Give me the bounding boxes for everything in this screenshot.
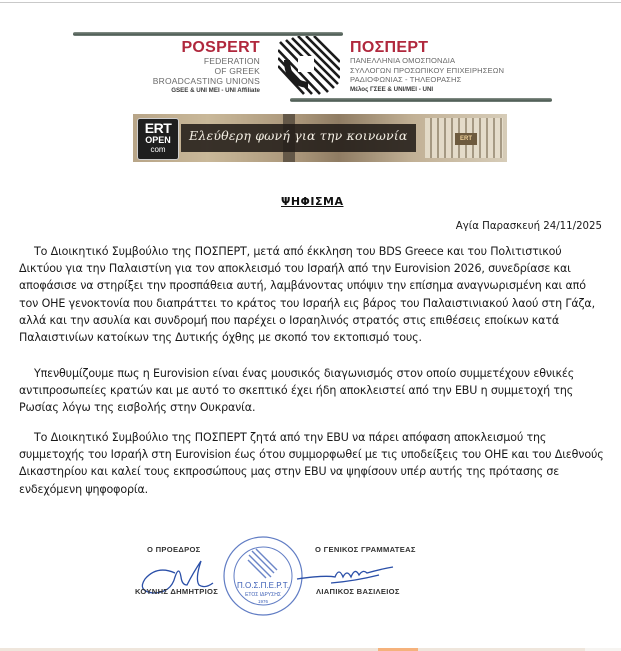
seal-name: Π.Ο.Σ.Π.Ε.Ρ.Τ. <box>237 581 289 590</box>
paragraph: Το Διοικητικό Συμβούλιο της ΠΟΣΠΕΡΤ, μετά από έκκληση του BDS Greece και του Πολιτιστικού Δικτύου για την Παλαιστίνη για τον αποκλεισμό του Ισραήλ από την Eurovision 2026, συνεδρίασε και αποφάσισε να στηρίξει την προσπάθεια αυτή, λαμβάνοντας υπόψιν την επίσημα αναγνωρισμένη και από τον ΟΗΕ γενοκτονία που διαπράττει το κράτος του Ισραήλ εις βάρος του Παλαιστινιακού λαού στη Γάζα, αλλά και την ασυλία και συνδρομή που παρέχει ο Ισραηλινός στρατός στις επιθέσεις εποίκων κατά Παλαιστινίων κατοίκων της Δυτικής όχθης με σκοπό τον εκτοπισμό τους. <box>19 245 595 345</box>
general-secretary-signature <box>295 563 395 588</box>
paragraph: Το Διοικητικό Συμβούλιο της ΠΟΣΠΕΡΤ ζητά από την EBU να πάρει απόφαση αποκλεισμού της συμμετοχής του Ισραήλ στη Eurovision έως ότου συμμορφωθεί με τις υποδείξεις του ΟΗΕ και του Διεθνούς Δικαστηρίου και καλεί τους εκπροσώπους μας στην EBU να ψηφίσουν υπέρ αυτής της πρότασης σε ενδεχόμενη ψηφοφορία. <box>19 431 604 496</box>
brand-name-en: POSPERT <box>181 39 260 56</box>
brand-line-2-en: OF GREEK <box>214 66 260 76</box>
banner-slogan: Ελεύθερη φωνή για την κοινωνία <box>189 128 408 143</box>
ert-open-logo <box>137 118 179 160</box>
ert-open-banner[interactable] <box>133 114 507 162</box>
letterhead-rule-bottom <box>290 98 552 102</box>
brand-line-3-gr: ΡΑΔΙΟΦΩΝΙΑΣ - ΤΗΛΕΟΡΑΣΗΣ <box>350 75 462 84</box>
banner-building-sign: ERT <box>455 133 477 145</box>
general-secretary-name: ΛΙΑΠΙΚΟΣ ΒΑΣΙΛΕΙΟΣ <box>316 587 400 596</box>
document-date: Αγία Παρασκευή 24/11/2025 <box>455 221 602 232</box>
ert-logo-line-1: ERT <box>144 120 172 136</box>
top-border <box>0 2 621 3</box>
president-name: ΚΟΥΝΗΣ ΔΗΜΗΤΡΙΟΣ <box>135 587 219 596</box>
ert-logo-line-3: com <box>150 145 166 154</box>
president-title: Ο ΠΡΟΕΔΡΟΣ <box>147 545 201 554</box>
brand-name-gr: ΠΟΣΠΕΡΤ <box>350 39 429 56</box>
pospert-logo-icon <box>278 36 340 96</box>
brand-line-2-gr: ΣΥΛΛΟΓΩΝ ΠΡΟΣΩΠΙΚΟΥ ΕΠΙΧΕΙΡΗΣΕΩΝ <box>350 65 505 75</box>
paragraph: Υπενθυμίζουμε πως η Eurovision είναι ένας μουσικός διαγωνισμός στον οποίο συμμετέχουν εθνικές αντιπροσωπείες κρατών και με αυτό το σκεπτικό έχει ήδη αποκλειστεί από την EBU η συμμετοχή της Ρωσίας λόγω της εισβολής στην Ουκρανία. <box>19 367 575 415</box>
brand-line-3-en: BROADCASTING UNIONS <box>152 76 260 86</box>
letterhead-english <box>80 40 260 95</box>
document-body <box>19 243 604 498</box>
letterhead-greek <box>350 40 570 94</box>
seal-year: 1976 <box>257 599 269 604</box>
brand-line-1-gr: ΠΑΝΕΛΛΗΝΙΑ ΟΜΟΣΠΟΝΔΙΑ <box>350 56 456 65</box>
ert-logo-line-2: OPEN <box>145 135 171 145</box>
document-title: ΨΗΦΙΣΜΑ <box>281 195 344 208</box>
official-seal-stamp <box>222 535 304 617</box>
affiliation-gr: Μέλος ΓΣΕΕ & UNI/MEI - UNI <box>350 85 434 93</box>
affiliation-en: GSEE & UNI MEI - UNI Affiliate <box>171 87 260 94</box>
brand-line-1-en: FEDERATION <box>203 56 260 66</box>
general-secretary-title: Ο ΓΕΝΙΚΟΣ ΓΡΑΜΜΑΤΕΑΣ <box>315 545 416 554</box>
letterhead <box>60 18 560 108</box>
seal-founding-label: ΕΤΟΣ ΙΔΡΥΣΗΣ <box>245 592 281 598</box>
